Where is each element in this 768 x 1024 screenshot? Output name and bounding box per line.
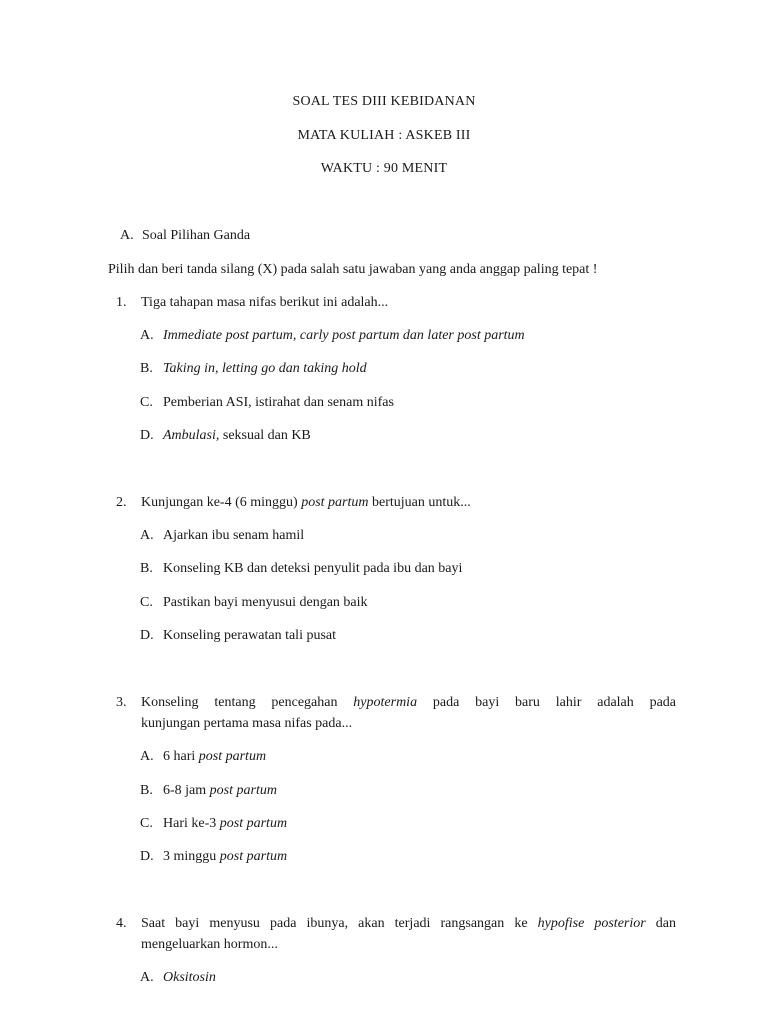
section-label: A. <box>120 228 134 243</box>
question-text-post: bertujuan untuk... <box>368 495 471 510</box>
question-text <box>141 495 471 511</box>
instruction-text: Pilih dan beri tanda silang (X) pada salah satu jawaban yang anda anggap paling tepat ! <box>108 262 598 277</box>
course-name: MATA KULIAH : ASKEB III <box>297 128 471 143</box>
option-text <box>163 783 277 799</box>
option-text: Immediate post partum, carly post partum dan later post partum <box>163 328 525 343</box>
option-label: D. <box>140 428 154 443</box>
option-text: Konseling KB dan deteksi penyulit pada ibu dan bayi <box>163 561 463 576</box>
question-text-italic: hypofise posterior <box>537 916 646 931</box>
question-text: Tiga tahapan masa nifas berikut ini adalah... <box>141 295 389 310</box>
option-text <box>163 749 266 765</box>
option-text <box>163 428 311 444</box>
question-number: 2. <box>116 495 127 510</box>
option-label: A. <box>140 970 154 985</box>
option-label: D. <box>140 849 154 864</box>
option-text: Taking in, letting go dan taking hold <box>163 361 367 376</box>
time-limit: WAKTU : 90 MENIT <box>320 161 448 176</box>
option-label: A. <box>140 749 154 764</box>
option-label: C. <box>140 395 153 410</box>
document-title: SOAL TES DIII KEBIDANAN <box>292 94 476 109</box>
section-title: Soal Pilihan Ganda <box>142 228 251 243</box>
question-text-pre: Konseling tentang pencegahan <box>141 695 354 710</box>
option-label: B. <box>140 561 153 576</box>
option-italic: Ambulasi <box>163 428 216 443</box>
option-plain: 3 minggu <box>163 849 220 864</box>
option-italic: post partum <box>209 783 277 798</box>
option-plain: 6-8 jam <box>163 783 210 798</box>
question-number: 3. <box>116 695 127 710</box>
option-label: A. <box>140 328 154 343</box>
question-text-line1 <box>141 916 676 932</box>
question-text-pre: Kunjungan ke-4 (6 minggu) <box>141 495 302 510</box>
option-label: A. <box>140 528 154 543</box>
option-text: Pastikan bayi menyusui dengan baik <box>163 595 368 610</box>
question-text-line1 <box>141 695 676 711</box>
option-label: B. <box>140 783 153 798</box>
question-text-post: dan <box>655 916 676 931</box>
question-text-pre: Saat bayi menyusu pada ibunya, akan terjadi rangsangan ke <box>141 916 538 931</box>
option-text <box>163 816 287 832</box>
option-italic: post partum <box>198 749 267 764</box>
option-text: Konseling perawatan tali pusat <box>163 628 337 643</box>
question-text-italic: hypotermia <box>353 695 418 710</box>
option-label: C. <box>140 595 153 610</box>
option-plain: 6 hari <box>163 749 199 764</box>
question-text-line2: mengeluarkan hormon... <box>141 937 278 952</box>
option-text <box>163 849 287 865</box>
question-number: 4. <box>116 916 127 931</box>
question-text-line2: kunjungan pertama masa nifas pada... <box>141 716 353 731</box>
option-label: D. <box>140 628 154 643</box>
option-plain: Hari ke-3 <box>163 816 220 831</box>
option-text: Pemberian ASI, istirahat dan senam nifas <box>163 395 394 410</box>
option-label: C. <box>140 816 153 831</box>
option-italic: post partum <box>219 849 288 864</box>
option-rest: , seksual dan KB <box>215 428 311 443</box>
option-italic: post partum <box>219 816 288 831</box>
question-number: 1. <box>116 295 127 310</box>
option-label: B. <box>140 361 153 376</box>
option-text: Ajarkan ibu senam hamil <box>163 528 305 543</box>
option-text: Oksitosin <box>163 970 216 985</box>
question-text-post: pada bayi baru lahir adalah pada <box>432 695 677 710</box>
question-text-italic: post partum <box>301 495 369 510</box>
